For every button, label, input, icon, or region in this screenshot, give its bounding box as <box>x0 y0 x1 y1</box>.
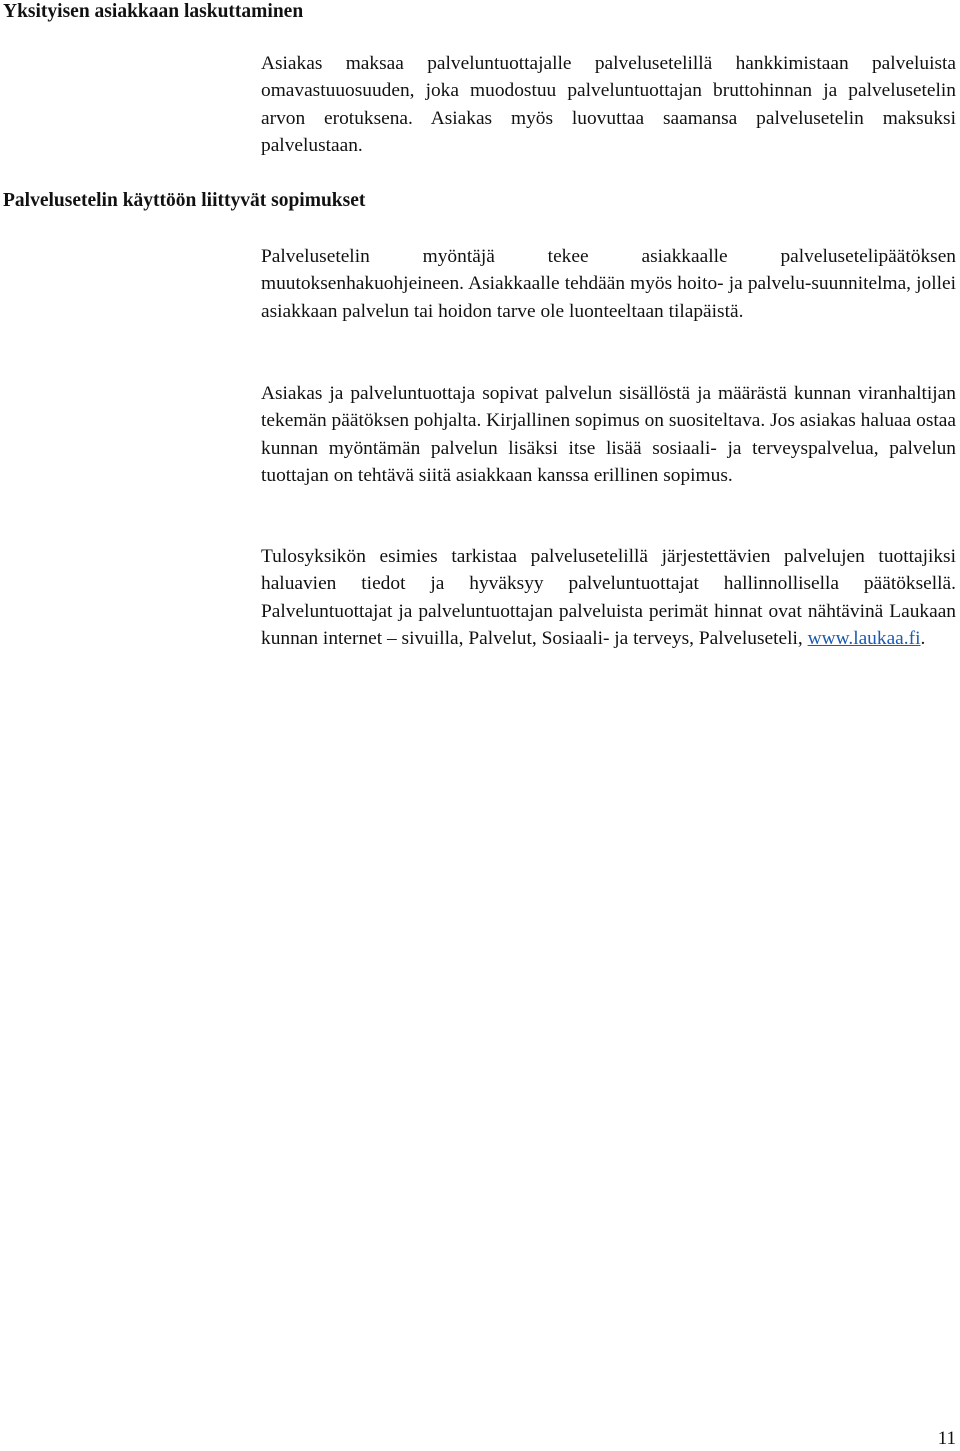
heading-customer-billing: Yksityisen asiakkaan laskuttaminen <box>3 1 304 22</box>
page-number: 11 <box>937 1428 956 1449</box>
paragraph-service-agreement: Asiakas ja palveluntuottaja sopivat palvelun sisällöstä ja määrästä kunnan viranhaltijan tekemän päätöksen pohjalta. Kirjallinen sopimus on suositeltava. Jos asiakas haluaa ostaa kunnan myöntämän palvelun lisäksi itse lisää sosiaali- ja terveyspalvelua, palvelun tuottajan on tehtävä siitä asiakkaan kanssa erillinen sopimus. <box>261 383 956 486</box>
paragraph-self-payment: Asiakas maksaa palveluntuottajalle palvelusetelillä hankkimistaan palveluista omavastuuosuuden, joka muodostuu palveluntuottajan bruttohinnan ja palvelusetelin arvon erotuksena. Asiakas myös luovuttaa saamansa palvelusetelin maksuksi palvelustaan. <box>261 53 956 156</box>
heading-voucher-agreements: Palvelusetelin käyttöön liittyvät sopimukset <box>3 190 366 211</box>
paragraph-provider-approval <box>261 543 956 652</box>
paragraph-provider-approval-text: Tulosyksikön esimies tarkistaa palvelusetelillä järjestettävien palvelujen tuottajiksi haluavien tiedot ja hyväksyy palveluntuottajat hallinnollisella päätöksellä. Palveluntuottajat ja palveluntuottajan palveluista perimät hinnat ovat nähtävinä Laukaan kunnan internet – sivuilla, Palvelut, Sosiaali- ja terveys, Palveluseteli, <box>261 546 956 649</box>
paragraph-end-punctuation: . <box>920 627 926 649</box>
paragraph-voucher-decision: Palvelusetelin myöntäjä tekee asiakkaalle palvelusetelipäätöksen muutoksenhakuohjeineen. Asiakkaalle tehdään myös hoito- ja palvelu-suunnitelma, jollei asiakkaan palvelun tai hoidon tarve ole luonteeltaan tilapäistä. <box>261 246 956 322</box>
laukaa-website-link[interactable]: www.laukaa.fi <box>807 627 921 649</box>
